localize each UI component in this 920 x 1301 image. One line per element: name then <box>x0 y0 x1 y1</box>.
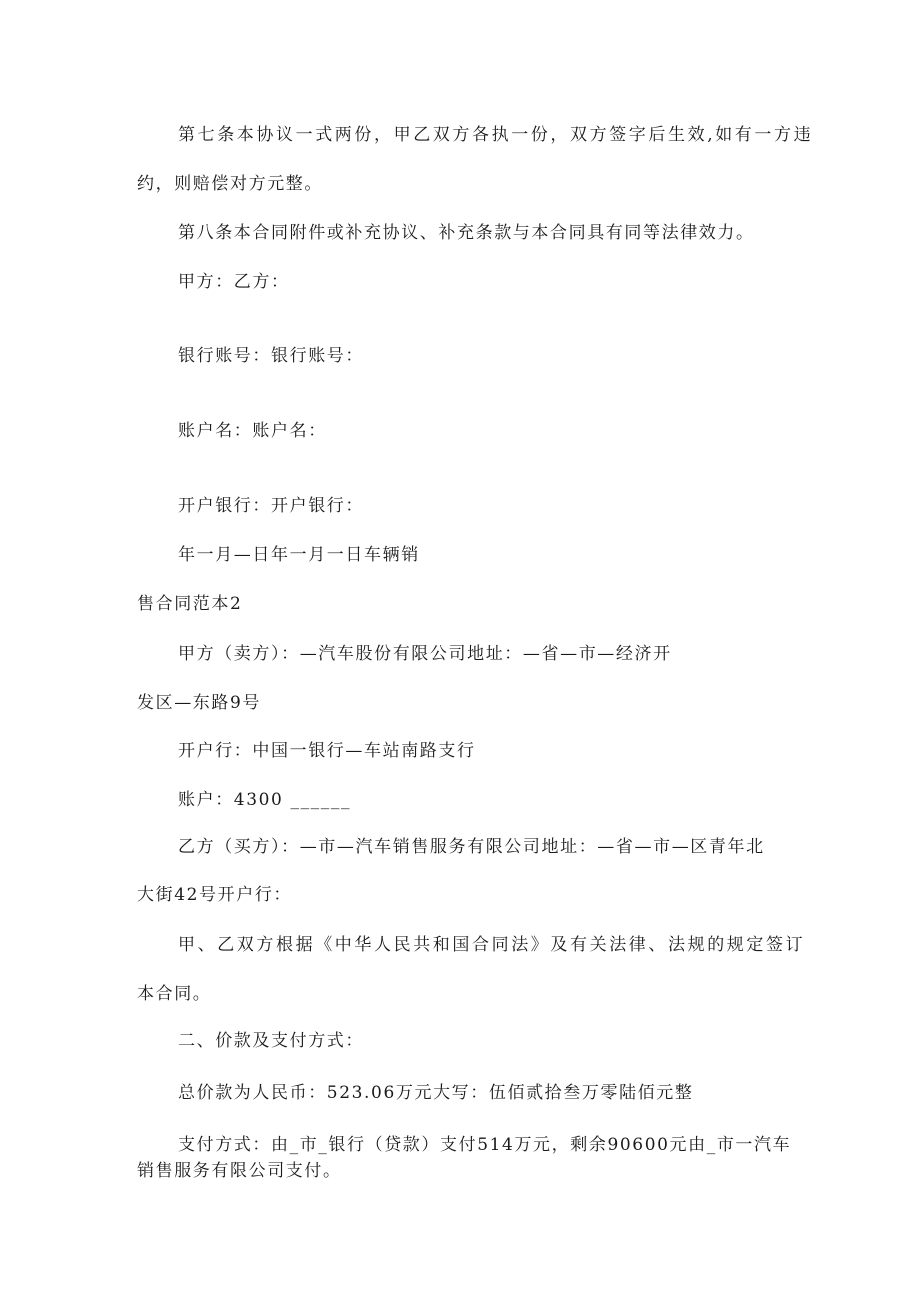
signature-parties-line: 甲方：乙方： <box>178 272 290 292</box>
party-a-bank-line: 开户行：中国一银行—车站南路支行 <box>178 741 476 761</box>
paragraph-article-7-line-1: 第七条本协议一式两份，甲乙双方各执一份，双方签字后生效,如有一方违 <box>178 125 814 145</box>
payment-method-line-1: 支付方式：由_市_银行（贷款）支付514万元，剩余90600元由_市一汽车 <box>178 1135 792 1155</box>
total-price-line: 总价款为人民币：523.06万元大写：伍佰贰拾叁万零陆佰元整 <box>178 1083 694 1103</box>
paragraph-article-8: 第八条本合同附件或补充协议、补充条款与本合同具有同等法律效力。 <box>178 223 755 243</box>
contract-basis-line-2: 本合同。 <box>137 984 212 1004</box>
section-price-payment-heading: 二、价款及支付方式： <box>178 1031 364 1051</box>
account-name-line: 账户名：账户名： <box>178 421 327 441</box>
payment-method-line-2: 销售服务有限公司支付。 <box>137 1161 342 1181</box>
date-and-title-line-1: 年一月—日年一月一日车辆销 <box>178 545 420 565</box>
party-a-account-line: 账户：4300 ______ <box>178 790 352 810</box>
party-b-buyer-line-2: 大街42号开户行： <box>137 885 293 905</box>
contract-basis-line-1: 甲、乙双方根据《中华人民共和国合同法》及有关法律、法规的规定签订 <box>178 935 806 955</box>
party-a-seller-line-1: 甲方（卖方）：—汽车股份有限公司地址：—省—市—经济开 <box>178 644 672 664</box>
opening-bank-line: 开户银行：开户银行： <box>178 496 364 516</box>
party-a-seller-line-2: 发区—东路9号 <box>137 693 262 713</box>
bank-account-number-line: 银行账号：银行账号： <box>178 346 364 366</box>
party-b-buyer-line-1: 乙方（买方）：—市—汽车销售服务有限公司地址：—省—市—区青年北 <box>178 837 765 857</box>
paragraph-article-7-line-2: 约，则赔偿对方元整。 <box>137 174 323 194</box>
date-and-title-line-2: 售合同范本2 <box>137 594 243 614</box>
